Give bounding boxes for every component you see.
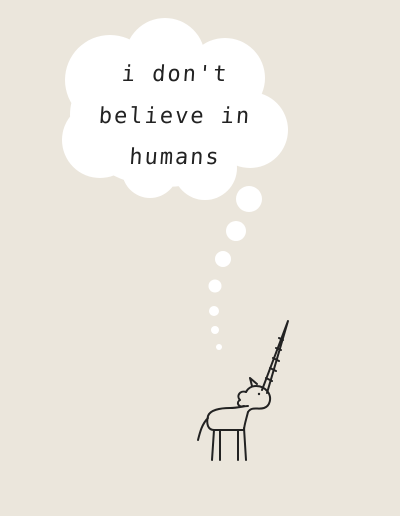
unicorn-mane — [238, 392, 246, 407]
thought-text-line-3: humans — [128, 145, 222, 170]
trail-bubble — [211, 326, 219, 334]
thought-text-line-1: i don't — [120, 62, 230, 87]
thought-text-line-2: believe in — [97, 104, 253, 129]
unicorn-drawing — [198, 321, 288, 460]
trail-bubble — [215, 251, 231, 267]
trail-bubble — [216, 344, 222, 350]
unicorn-eye — [258, 393, 260, 395]
thought-bubble-trail — [209, 186, 263, 350]
trail-bubble — [209, 306, 219, 316]
unicorn-leg — [212, 430, 214, 460]
unicorn-horn — [262, 321, 288, 393]
trail-bubble — [236, 186, 262, 212]
unicorn-body — [207, 406, 248, 430]
unicorn-head — [246, 386, 270, 412]
trail-bubble — [226, 221, 246, 241]
unicorn-leg — [244, 428, 246, 460]
trail-bubble — [209, 280, 222, 293]
